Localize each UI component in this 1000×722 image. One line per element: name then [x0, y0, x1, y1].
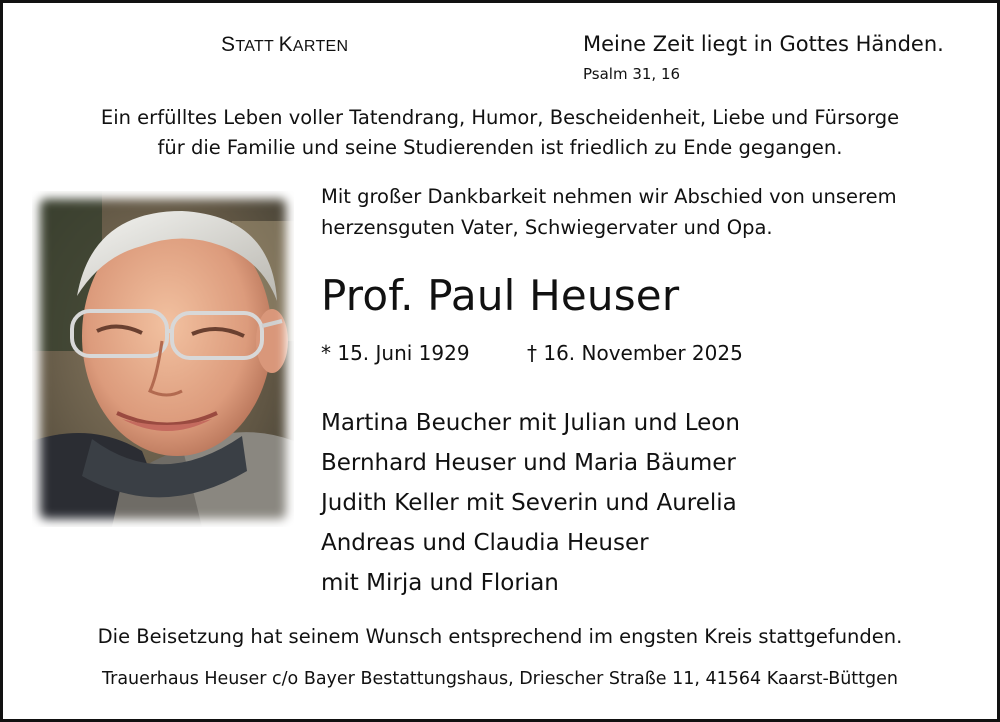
thanks-text [321, 181, 897, 243]
mourner-line: Bernhard Heuser und Maria Bäumer [321, 450, 736, 476]
life-dates [321, 341, 743, 365]
death-date: † 16. November 2025 [527, 341, 743, 365]
intro-line-2: für die Familie und seine Studierenden ist friedlich zu Ende gegangen. [157, 136, 843, 159]
burial-note: Die Beisetzung hat seinem Wunsch entsprechend im engsten Kreis stattgefunden. [97, 625, 903, 648]
mourning-address: Trauerhaus Heuser c/o Bayer Bestattungshaus, Driescher Straße 11, 41564 Kaarst-Büttgen [102, 669, 898, 689]
mourner-line: Judith Keller mit Severin und Aurelia [321, 490, 737, 516]
intro-line-1: Ein erfülltes Leben voller Tatendrang, Humor, Bescheidenheit, Liebe und Fürsorge [100, 106, 900, 129]
statt-rest: TATT [235, 38, 279, 55]
psalm-reference: Psalm 31, 16 [583, 65, 681, 83]
thanks-line-2: herzensguten Vater, Schwiegervater und Opa. [321, 216, 773, 239]
thanks-line-1: Mit großer Dankbarkeit nehmen wir Abschied von unserem [321, 185, 897, 208]
statt-initial: S [221, 33, 236, 56]
karten-initial: K [278, 33, 293, 56]
portrait-photo [32, 191, 294, 527]
deceased-name: Prof. Paul Heuser [321, 271, 680, 320]
bible-quote: Meine Zeit liegt in Gottes Händen. [583, 32, 944, 56]
karten-rest: ARTEN [292, 38, 349, 55]
mourner-line: mit Mirja und Florian [321, 570, 559, 596]
mourners-list [321, 403, 740, 603]
birth-date: * 15. Juni 1929 [321, 341, 470, 365]
mourner-line: Andreas und Claudia Heuser [321, 530, 649, 556]
statt-karten-label [221, 33, 348, 57]
mourner-line: Martina Beucher mit Julian und Leon [321, 410, 740, 436]
intro-text [23, 103, 977, 163]
